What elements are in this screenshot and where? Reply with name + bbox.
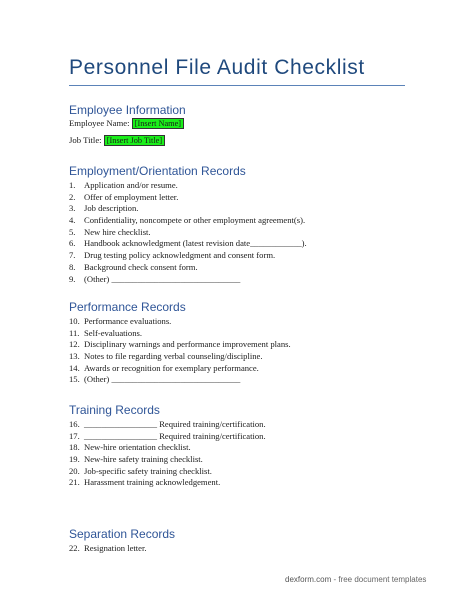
item-number: 20. [69, 465, 80, 476]
item-text: Job-specific safety training checklist. [84, 465, 212, 476]
list-item [69, 215, 307, 227]
training-records-heading: Training Records [69, 403, 160, 417]
item-text: Performance evaluations. [84, 316, 172, 326]
employment-records-heading: Employment/Orientation Records [69, 164, 246, 178]
item-text: _________________ Required training/certification. [84, 430, 266, 441]
item-number: 1. [69, 180, 76, 190]
item-text: (Other) ______________________________ [84, 273, 241, 284]
employee-name-value[interactable]: [Insert Name] [132, 118, 184, 129]
list-item [69, 363, 291, 375]
item-text: New-hire safety training checklist. [84, 454, 203, 465]
item-number: 14. [69, 362, 80, 373]
list-item [69, 543, 147, 555]
job-title-label: Job Title: [69, 135, 102, 145]
item-text: Job description. [84, 203, 139, 214]
item-text: Disciplinary warnings and performance improvement plans. [84, 339, 291, 350]
item-text: Resignation letter. [84, 543, 147, 553]
page-title: Personnel File Audit Checklist [69, 56, 365, 79]
item-text: (Other) ______________________________ [84, 374, 241, 385]
item-number: 22. [69, 543, 80, 553]
performance-records-list [69, 316, 291, 386]
item-number: 3. [69, 203, 76, 214]
item-number: 15. [69, 374, 80, 385]
employee-info-heading: Employee Information [69, 103, 186, 117]
item-number: 18. [69, 442, 80, 453]
item-text: Notes to file regarding verbal counseling/discipline. [84, 351, 263, 362]
list-item [69, 180, 307, 192]
item-text: Application and/or resume. [84, 180, 178, 190]
list-item [69, 454, 266, 466]
title-divider [69, 85, 405, 86]
item-text: New hire checklist. [84, 226, 151, 237]
item-number: 9. [69, 273, 76, 284]
list-item [69, 442, 266, 454]
item-number: 8. [69, 261, 76, 272]
list-item [69, 227, 307, 239]
list-item [69, 477, 266, 489]
job-title-row [69, 135, 165, 145]
item-text: New-hire orientation checklist. [84, 442, 191, 453]
list-item [69, 203, 307, 215]
employee-name-label: Employee Name: [69, 118, 130, 128]
item-number: 4. [69, 215, 76, 226]
item-text: _________________ Required training/certification. [84, 419, 266, 429]
item-number: 21. [69, 477, 80, 488]
item-text: Harassment training acknowledgement. [84, 477, 221, 488]
list-item [69, 192, 307, 204]
employment-records-list [69, 180, 307, 285]
list-item [69, 316, 291, 328]
item-text: Awards or recognition for exemplary performance. [84, 362, 259, 373]
item-text: Confidentiality, noncompete or other employment agreement(s). [84, 215, 306, 226]
item-text: Drug testing policy acknowledgment and consent form. [84, 250, 276, 261]
list-item [69, 339, 291, 351]
item-text: Offer of employment letter. [84, 191, 179, 202]
list-item [69, 374, 291, 386]
item-number: 6. [69, 238, 76, 249]
item-number: 2. [69, 191, 76, 202]
separation-records-heading: Separation Records [69, 527, 176, 541]
item-text: Handbook acknowledgment (latest revision date____________). [84, 238, 307, 249]
item-number: 13. [69, 351, 80, 362]
training-records-list [69, 419, 266, 489]
separation-records-list [69, 543, 147, 555]
list-item [69, 238, 307, 250]
list-item [69, 328, 291, 340]
item-number: 10. [69, 316, 80, 326]
item-number: 19. [69, 454, 80, 465]
performance-records-heading: Performance Records [69, 300, 186, 314]
list-item [69, 351, 291, 363]
list-item [69, 250, 307, 262]
list-item [69, 274, 307, 286]
footer-brand-link[interactable]: dexform.com [285, 575, 332, 584]
item-number: 7. [69, 250, 76, 261]
item-number: 16. [69, 419, 80, 429]
job-title-value[interactable]: [Insert Job Title] [104, 135, 165, 146]
item-text: Background check consent form. [84, 261, 198, 272]
employee-name-row [69, 118, 184, 128]
list-item [69, 431, 266, 443]
footer-text: - free document templates [331, 575, 427, 584]
item-number: 17. [69, 430, 80, 441]
item-text: Self-evaluations. [84, 327, 142, 338]
list-item [69, 466, 266, 478]
list-item [69, 419, 266, 431]
item-number: 11. [69, 327, 80, 338]
list-item [69, 262, 307, 274]
footer [285, 575, 426, 584]
item-number: 5. [69, 226, 76, 237]
item-number: 12. [69, 339, 80, 350]
